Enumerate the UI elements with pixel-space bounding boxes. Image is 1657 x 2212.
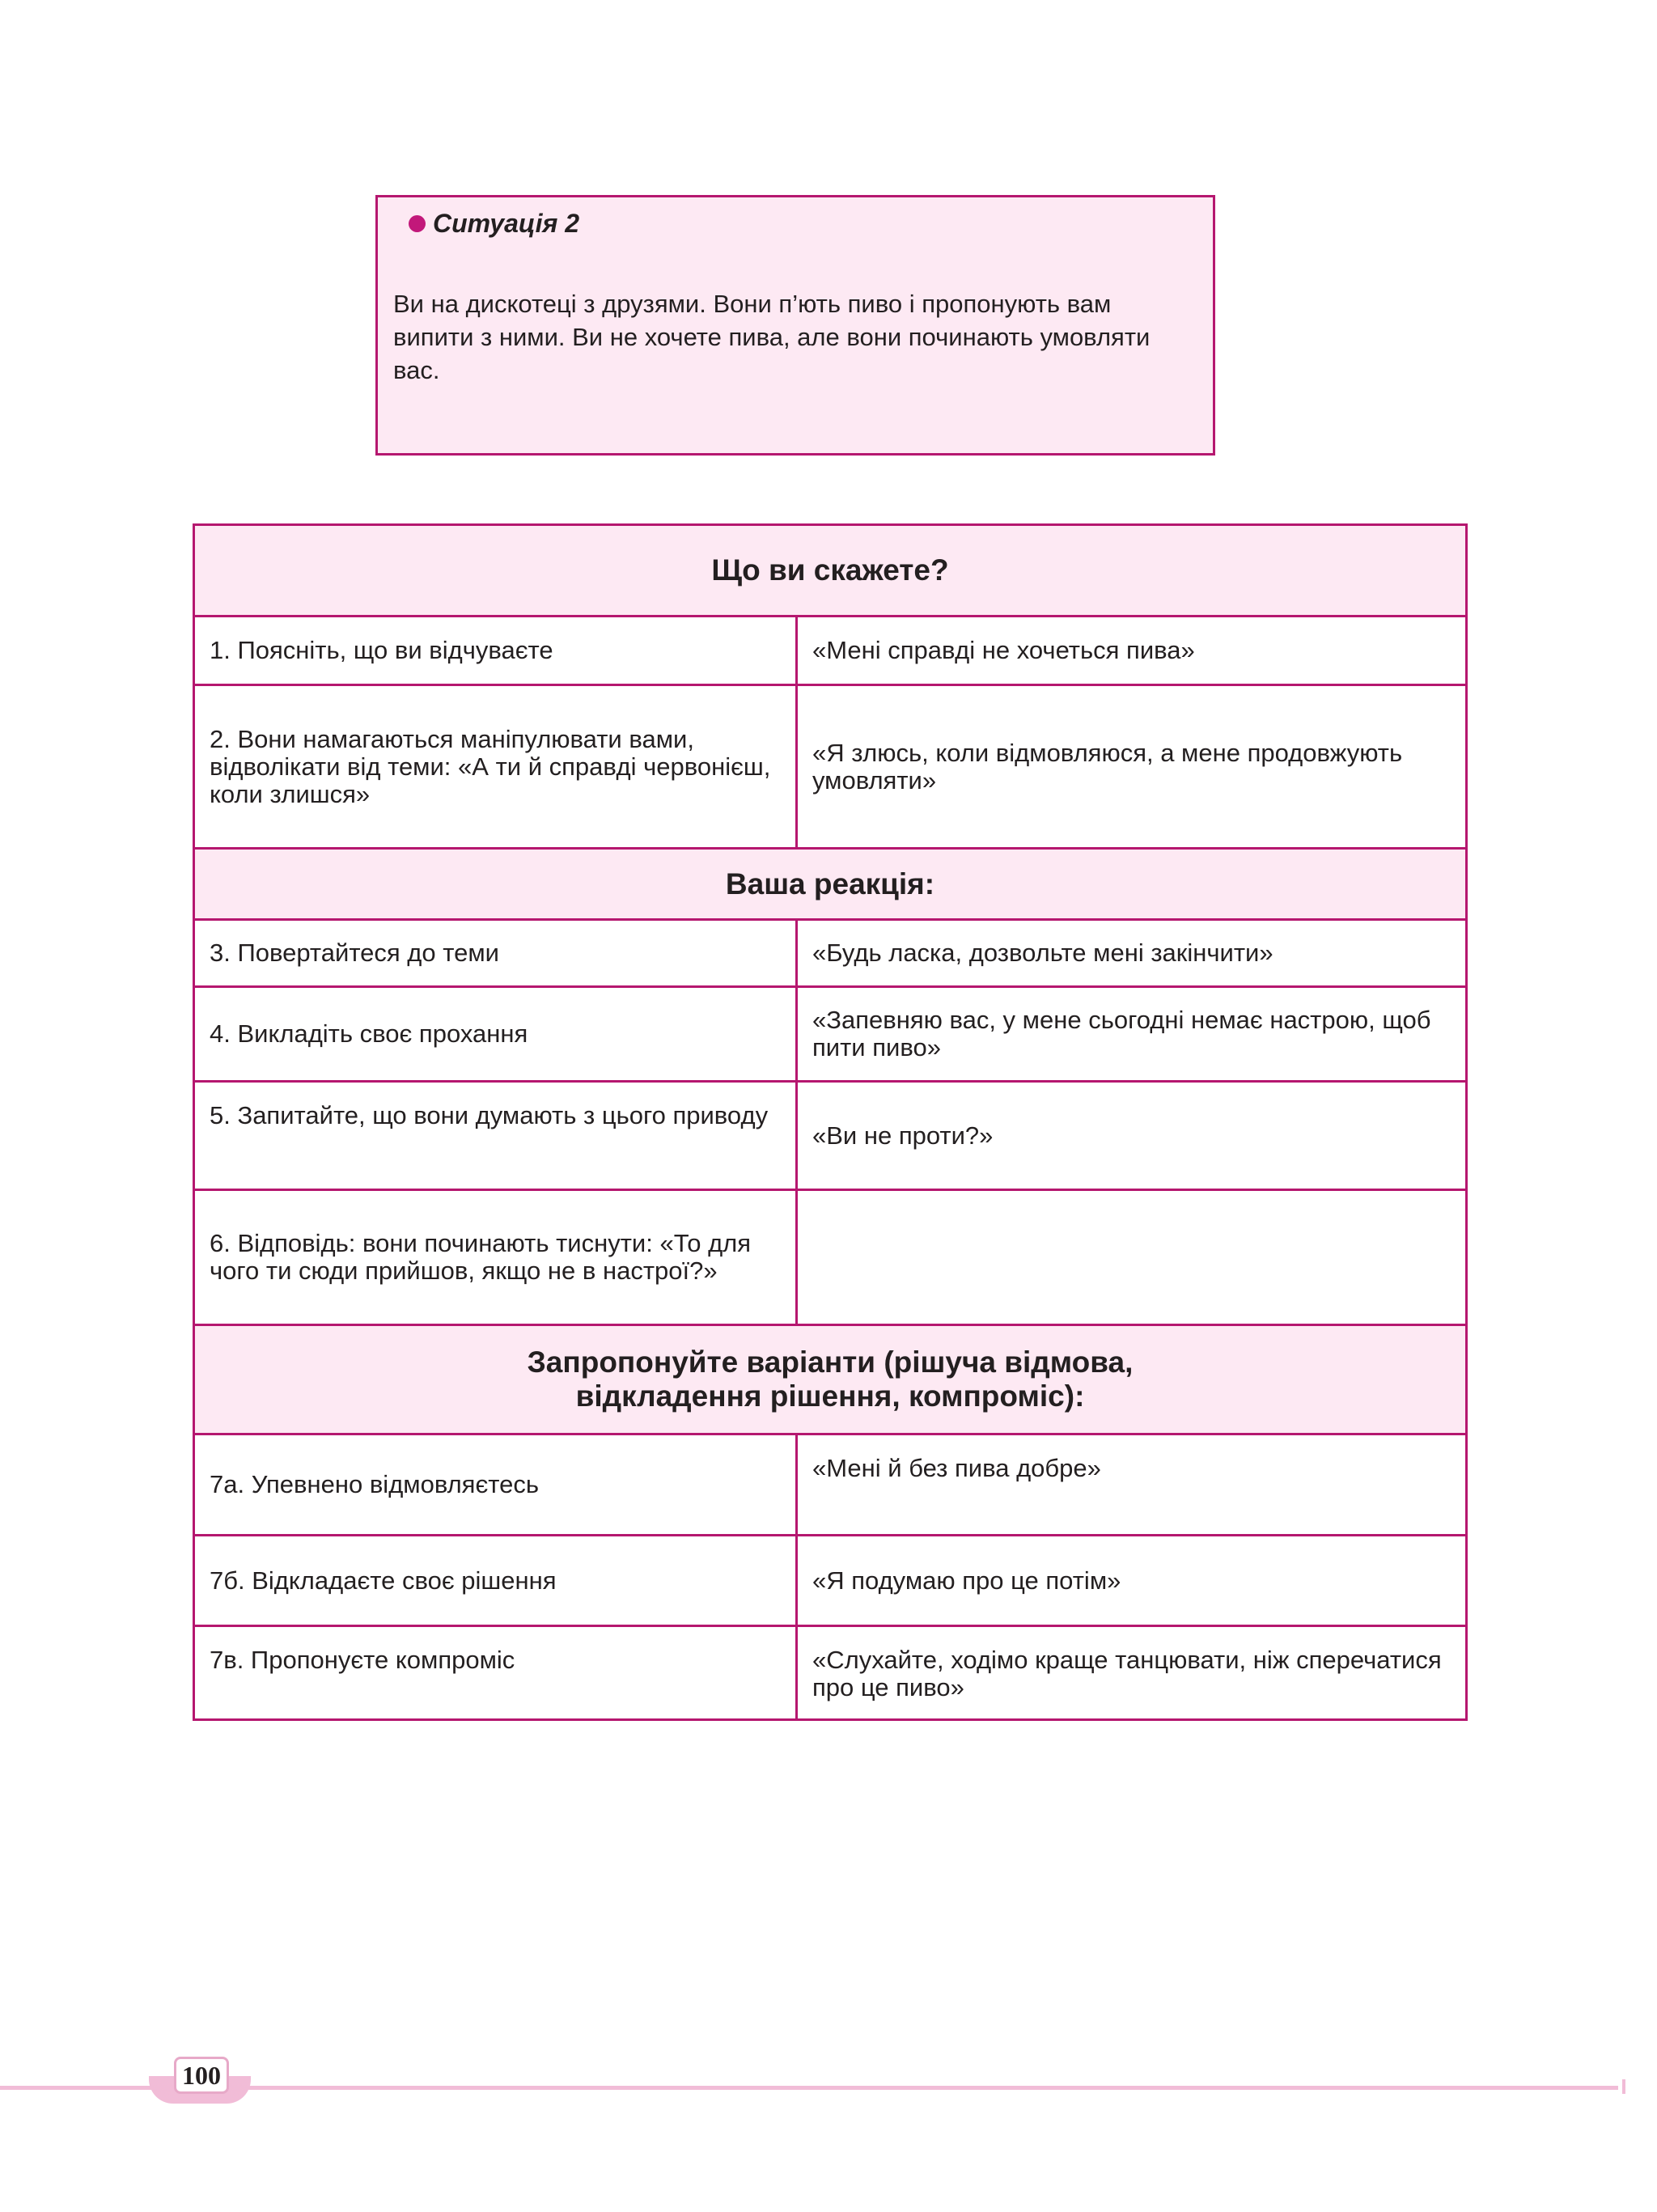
row4-right: «Запевняю вас, у мене сьогодні немає настрою, щоб пити пиво»: [797, 987, 1467, 1082]
row7c-left: 7в. Пропонуєте компроміс: [194, 1626, 797, 1720]
row5-right: «Ви не проти?»: [797, 1082, 1467, 1190]
table-section-header: [194, 849, 1467, 920]
row6-right: [797, 1190, 1467, 1325]
row3-right: «Будь ласка, дозвольте мені закінчити»: [797, 920, 1467, 987]
section-header-line-2: відкладення рішення, компроміс):: [575, 1379, 1085, 1413]
row7c-right: «Слухайте, ходімо краще танцювати, ніж сперечатися про це пиво»: [797, 1626, 1467, 1720]
table-row: [194, 1082, 1467, 1190]
table-row: [194, 685, 1467, 849]
situation-text: Ви на дискотеці з друзями. Вони п’ють пиво і пропонують вам випити з ними. Ви не хочете пива, але вони починають умовляти вас.: [393, 290, 1151, 384]
section-header-what-you-say: Що ви скажете?: [194, 525, 1467, 617]
table-row: [194, 1626, 1467, 1720]
row2-left: 2. Вони намагаються маніпулювати вами, відволікати від теми: «А ти й справді червонієш, коли злишся»: [194, 685, 797, 849]
situation-box: [375, 195, 1215, 456]
row7b-right: «Я подумаю про це потім»: [797, 1536, 1467, 1626]
row1-right: «Мені справді не хочеться пива»: [797, 617, 1467, 685]
row3-left: 3. Повертайтеся до теми: [194, 920, 797, 987]
table-row: [194, 920, 1467, 987]
dialogue-table: [193, 523, 1468, 1721]
row7b-left: 7б. Відкладаєте своє рішення: [194, 1536, 797, 1626]
page-number: 100: [174, 2057, 229, 2094]
footer-tick: [1622, 2079, 1625, 2094]
situation-title-text: Ситуація 2: [433, 209, 579, 238]
table-row: [194, 617, 1467, 685]
row2-right: «Я злюсь, коли відмовляюся, а мене продовжують умовляти»: [797, 685, 1467, 849]
row5-left: 5. Запитайте, що вони думають з цього приводу: [194, 1082, 797, 1190]
table-row: [194, 1190, 1467, 1325]
row4-left: 4. Викладіть своє прохання: [194, 987, 797, 1082]
row6-left: 6. Відповідь: вони починають тиснути: «То для чого ти сюди прийшов, якщо не в настрої?»: [194, 1190, 797, 1325]
row7a-left: 7а. Упевнено відмовляєтесь: [194, 1434, 797, 1536]
situation-title: [409, 209, 579, 239]
row7a-right: «Мені й без пива добре»: [797, 1434, 1467, 1536]
section-header-offer-options: [194, 1325, 1467, 1434]
table-row: [194, 1434, 1467, 1536]
section-header-your-reaction: Ваша реакція:: [194, 849, 1467, 920]
row1-left: 1. Поясніть, що ви відчуваєте: [194, 617, 797, 685]
table-section-header: [194, 525, 1467, 617]
bullet-icon: [409, 215, 426, 232]
section-header-line-1: Запропонуйте варіанти (рішуча відмова,: [527, 1345, 1134, 1379]
table-section-header: [194, 1325, 1467, 1434]
table-row: [194, 987, 1467, 1082]
table-row: [194, 1536, 1467, 1626]
